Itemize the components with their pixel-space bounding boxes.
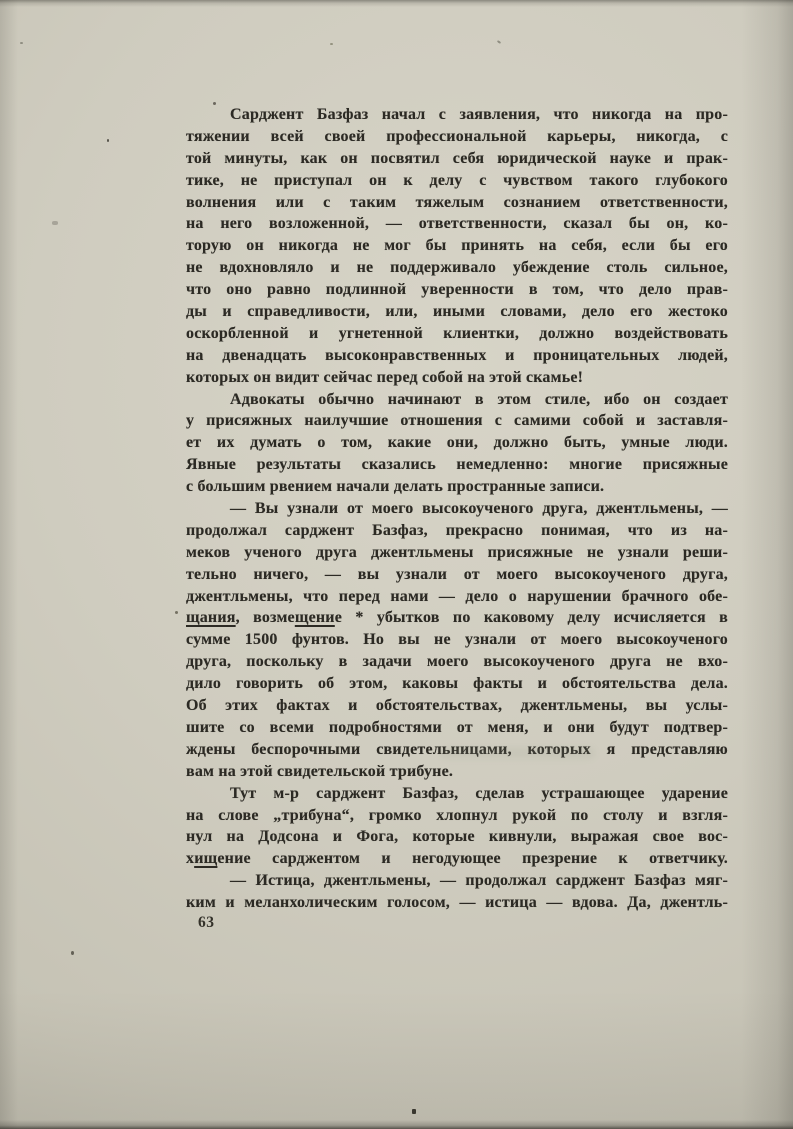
text-line: щания, возмещение * убытков по каковому делу исчисляется в xyxy=(186,609,728,627)
text-line: сумме 1500 фунтов. Но вы не узнали от моего высокоученого xyxy=(186,631,728,649)
page-shadow-bottom xyxy=(0,989,793,1129)
text-line: на двенадцать высоконравственных и проницательных людей, xyxy=(186,346,728,364)
text-line: на слове „трибуна“, громко хлопнул рукой по столу и взгля- xyxy=(186,806,728,824)
ink-speck xyxy=(330,43,333,45)
text-line: Тут м-р сарджент Базфаз, сделав устрашающее ударение xyxy=(230,784,728,802)
ink-speck xyxy=(52,221,58,225)
text-line: ды и справедливости, или, иными словами, дело его жестоко xyxy=(186,303,728,321)
text-line: той минуты, как он посвятил себя юридической науке и прак- xyxy=(186,149,728,167)
text-line: шите со всеми подробностями от меня, и они будут подтвер- xyxy=(186,718,728,736)
text-line: тике, не приступал он к делу с чувством такого глубокого xyxy=(186,171,728,189)
ink-bleedthrough xyxy=(440,747,595,759)
text-line: не вдохновляло и не поддерживало убеждение столь сильное, xyxy=(186,259,728,277)
text-line: джентльмены, что перед нами — дело о нарушении брачного обе- xyxy=(186,587,728,605)
text-line: ждены беспорочными свидетельницами, которых я представляю xyxy=(186,740,728,758)
text-line: которых он видит сейчас перед собой на этой скамье! xyxy=(186,368,584,386)
ink-speck xyxy=(412,1109,416,1114)
text-line: Явные результаты сказались немедленно: многие присяжные xyxy=(186,456,728,474)
text-line: Адвокаты обычно начинают в этом стиле, ибо он создает xyxy=(230,390,728,408)
text-line: хищение сарджентом и негодующее презрение к ответчику. xyxy=(186,850,728,868)
body-text xyxy=(186,104,728,914)
text-line: волнения или с таким тяжелым сознанием ответственности, xyxy=(186,193,728,211)
text-line: с большим рвением начали делать пространные записи. xyxy=(186,478,605,496)
text-line: тяжении всей своей профессиональной карьеры, никогда, с xyxy=(186,127,728,145)
ink-speck xyxy=(71,951,74,955)
text-line: торую он никогда не мог бы принять на себя, если бы его xyxy=(186,237,728,255)
text-line: — Вы узнали от моего высокоученого друга, джентльмены, — xyxy=(230,500,728,518)
text-line: тельно ничего, — вы узнали от моего высокоученого друга, xyxy=(186,565,728,583)
text-line: вам на этой свидетельской трибуне. xyxy=(186,762,454,780)
text-line: Сарджент Базфаз начал с заявления, что никогда на про- xyxy=(230,106,728,123)
text-line: друга, поскольку в задачи моего высокоученого друга не вхо- xyxy=(186,653,728,671)
text-line: на него возложенной, — ответственности, сказал бы он, ко- xyxy=(186,215,728,233)
ink-speck xyxy=(107,139,109,142)
ink-speck xyxy=(497,40,501,44)
text-line: у присяжных наилучшие отношения с самими собой и заставля- xyxy=(186,412,728,430)
page-shadow-right xyxy=(741,0,793,1129)
ink-speck xyxy=(175,611,178,614)
text-line: ет их думать о том, какие они, должно быть, умные люди. xyxy=(186,434,728,452)
text-line: что оно равно подлинной уверенности в том, что дело прав- xyxy=(186,281,728,299)
ink-speck xyxy=(213,102,216,105)
scan-edge-top xyxy=(0,0,793,7)
text-line: меков ученого друга джентльмены присяжные не узнали реши- xyxy=(186,543,728,561)
scan-edge-bottom xyxy=(0,1120,793,1129)
text-line: продолжал сарджент Базфаз, прекрасно понимая, что из на- xyxy=(186,521,728,539)
ink-speck xyxy=(20,42,23,44)
text-line: оскорбленной и угнетенной клиентки, должно воздействовать xyxy=(186,324,728,342)
page-number: 63 xyxy=(198,914,215,931)
text-line: нул на Додсона и Фога, которые кивнули, выражая свое вос- xyxy=(186,828,728,846)
text-line: — Истица, джентльмены, — продолжал сарджент Базфаз мяг- xyxy=(230,872,728,890)
page-shadow-left xyxy=(0,0,18,1129)
text-line: Об этих фактах и обстоятельствах, джентльмены, вы услы- xyxy=(186,697,728,715)
text-line: ким и меланхолическим голосом, — истица — вдова. Да, джентль- xyxy=(186,894,728,912)
text-line: дило говорить об этом, каковы факты и обстоятельства дела. xyxy=(186,675,728,693)
